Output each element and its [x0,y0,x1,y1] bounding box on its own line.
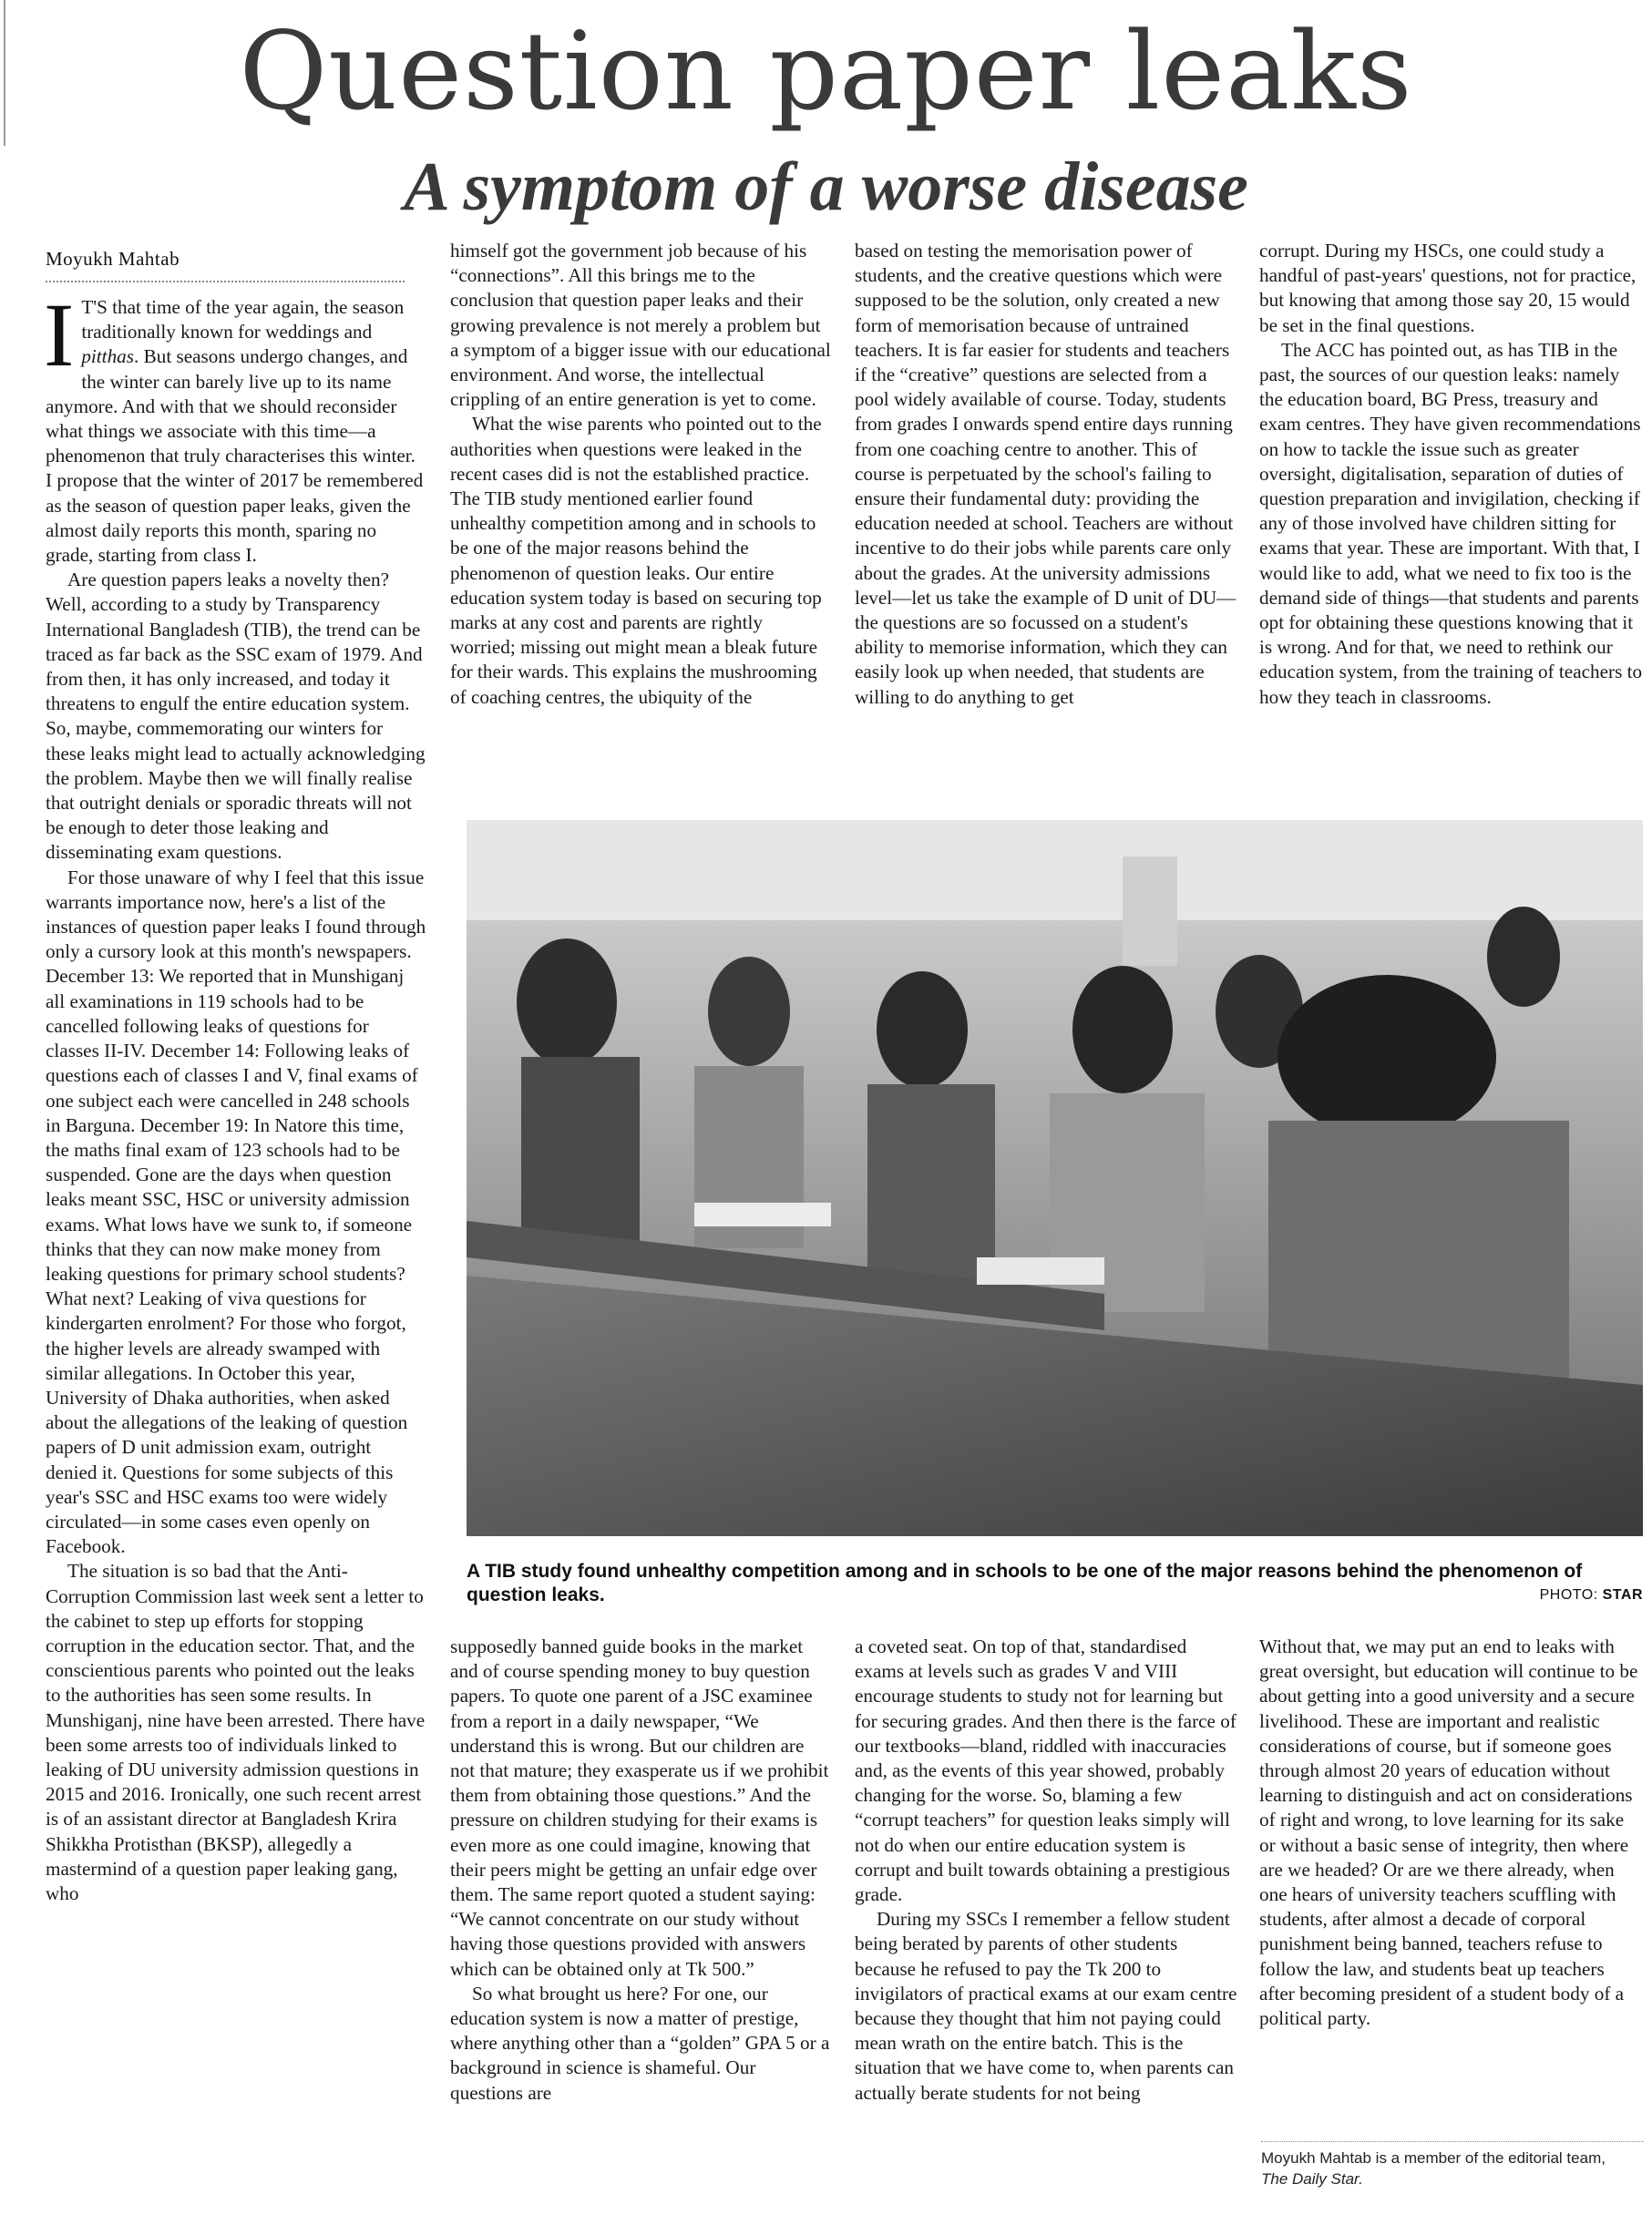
paragraph: a coveted seat. On top of that, standardised exams at levels such as grades V and VIII encourage students to study not for learning but for securing grades. And then there is the farce of our textbooks—bland, riddled with inaccuracies and, as the events of this year showed, probably changing for the worse. So, blaming a few “corrupt teachers” for question leaks simply will not do when our entire education system is corrupt and built towards obtaining a prestigious grade. [855,1635,1236,1906]
byline: Moyukh Mahtab [46,248,180,270]
paragraph: For those unaware of why I feel that this issue warrants importance now, here's a list of the instances of question paper leaks I found through only a cursory look at this month's newspapers. December 13: We reported that in Munshiganj all examinations in 119 schools had to be cancelled following leaks of questions for classes II-IV. December 14: Following leaks of questions each of classes I and V, final exams of one subject each were cancelled in 248 schools in Barguna. December 19: In Natore this time, the maths final exam of 123 schools had to be suspended. Gone are the days when question leaks meant SSC, HSC or university admission exams. What lows have we sunk to, if someone thinks that they can now make money from leaking questions for primary school students? What next? Leaking of viva questions for kindergarten enrolment? For those who forgot, the higher levels are already swamped with similar allegations. In October this year, University of Dhaka authorities, when asked about the allegations of the leaking of question papers of D unit admission exam, outright denied it. Questions for some subjects of this year's SSC and HSC exams too were widely circulated—in some cases even openly on Facebook. [46,866,426,1558]
column-3-bottom [855,1635,1237,2106]
headline: Question paper leaks [239,8,1413,134]
column-1 [44,284,426,1906]
paragraph: corrupt. During my HSCs, one could study a handful of past-years' questions, not for practice, but knowing that among those say 20, 15 would be set in the final questions. [1259,240,1637,336]
paragraph: I T'S that time of the year again, the season traditionally known for weddings and pitthas. But seasons undergo changes, and the winter can barely live up to its name anymore. And with that we should reconsider what things we associate with this time—a phenomenon that truly characterises this winter. I propose that the winter of 2017 be remembered as the season of question paper leaks, given the almost daily reports this month, sparing no grade, starting from class I. [44,284,424,567]
column-2-top [450,239,833,710]
photo-caption: A TIB study found unhealthy competition among and in schools to be one of the major reasons behind the phenomenon of question leaks. [467,1561,1583,1605]
paragraph: himself got the government job because of his “connections”. All this brings me to the conclusion that question paper leaks and their growing prevalence is not merely a problem but a symptom of a bigger issue with our educational environment. And worse, the intellectual crippling of an entire generation is yet to come. [450,240,831,411]
author-note: Moyukh Mahtab is a member of the editorial team, The Daily Star. [1261,2141,1644,2189]
paragraph: Are question papers leaks a novelty then? Well, according to a study by Transparency International Bangladesh (TIB), the trend can be traced as far back as the SSC exam of 1979. And from then, it has only increased, and today it threatens to engulf the entire education system. So, maybe, commemorating our winters for these leaks might lead to actually acknowledging the problem. Maybe then we will finally realise that outright denials or sporadic threats will not be enough to deter those leaking and disseminating exam questions. [46,569,426,864]
column-4-bottom [1259,1635,1644,2031]
paragraph: The ACC has pointed out, as has TIB in the past, the sources of our question leaks: namely the education board, BG Press, treasury and exam centres. They have given recommendations on how to tackle the issue such as greater oversight, digitalisation, separation of duties of question preparation and invigilation, checking if any of those involved have children sitting for exams that year. These are important. With that, I would like to add, what we need to fix too is the demand side of things—that students and parents opt for obtaining these questions knowing that it is wrong. And for that, we need to rethink our education system, from the training of teachers to how they teach in classrooms. [1259,338,1643,708]
photo-credit: PHOTO: STAR [1539,1587,1643,1603]
paragraph: The situation is so bad that the Anti-Corruption Commission last week sent a letter to the cabinet to step up efforts for stopping corruption in the education sector. That, and the conscientious parents who pointed out the leaks to the authorities has seen some results. In Munshiganj, nine have been arrested. There have been some arrests too of individuals linked to leaking of DU university admission questions in 2015 and 2016. Ironically, one such recent arrest is of an assistant director at Bangladesh Krira Shikkha Protisthan (BKSP), allegedly a mastermind of a question paper leaking gang, who [46,1560,426,1904]
column-3-top [855,239,1237,710]
paragraph: What the wise parents who pointed out to the authorities when questions were leaked in the recent cases did is not the established practice. The TIB study mentioned earlier found unhealthy competition among and in schools to be one of the major reasons behind the phenomenon of question leaks. Our entire education system today is based on securing top marks at any cost and parents are rightly worried; missing out might mean a bleak future for their wards. This explains the mushrooming of coaching centres, the ubiquity of the [450,413,822,708]
photo-placeholder-graphic [467,820,1643,1536]
paragraph: Without that, we may put an end to leaks with great oversight, but education will continue to be about getting into a good university and a secure livelihood. These are important and realistic considerations of course, but if someone goes through almost 20 years of education without learning to distinguish and act on considerations of right and wrong, to love learning for its sake or without a basic sense of integrity, then where are we headed? Or are we there already, when one hears of university teachers scuffling with students, after almost a decade of corporal punishment being banned, teachers refuse to follow the law, and students beat up teachers after becoming president of a student body of a political party. [1259,1635,1638,2030]
drop-cap: I [44,284,75,385]
paragraph: supposedly banned guide books in the market and of course spending money to buy question papers. To quote one parent of a JSC examinee from a report in a daily newspaper, “We understand this is wrong. But our children are not that mature; they exasperate us if we prohibit them from obtaining those questions.” And the pressure on children studying for their exams is even more as one could imagine, knowing that their peers might be getting an unfair edge over them. The same report quoted a student saying: “We cannot concentrate on our study without having those questions provided with answers which can be obtained only at Tk 500.” [450,1635,829,1980]
exam-hall-photo [467,820,1643,1536]
column-4-top [1259,239,1644,710]
paragraph: During my SSCs I remember a fellow student being berated by parents of other students because he refused to pay the Tk 200 to invigilators of practical exams at our exam centre because they thought that him not paying could mean wrath on the entire batch. This is the situation that we have come to, when parents can actually berate students for not being [855,1908,1237,2104]
column-2-bottom [450,1635,833,2106]
subheadline: A symptom of a worse disease [404,149,1248,225]
byline-divider [46,281,405,282]
paragraph: based on testing the memorisation power of students, and the creative questions which were supposed to be the solution, only created a new form of memorisation because of untrained teachers. It is far easier for students and teachers if the “creative” questions are selected from a pool widely available of course. Today, students from grades I onwards spend entire days running from one coaching centre to another. This of course is perpetuated by the school's failing to ensure their fundamental duty: providing the education needed at school. Teachers are without incentive to do their jobs while parents care only about the grades. At the university admissions level—let us take the example of D unit of DU—the questions are so focussed on a student's ability to memorise information, which they can easily look up when needed, that students are willing to do anything to get [855,240,1236,708]
paragraph: So what brought us here? For one, our education system is now a matter of prestige, where anything other than a “golden” GPA 5 or a background in science is shameful. Our questions are [450,1982,830,2104]
